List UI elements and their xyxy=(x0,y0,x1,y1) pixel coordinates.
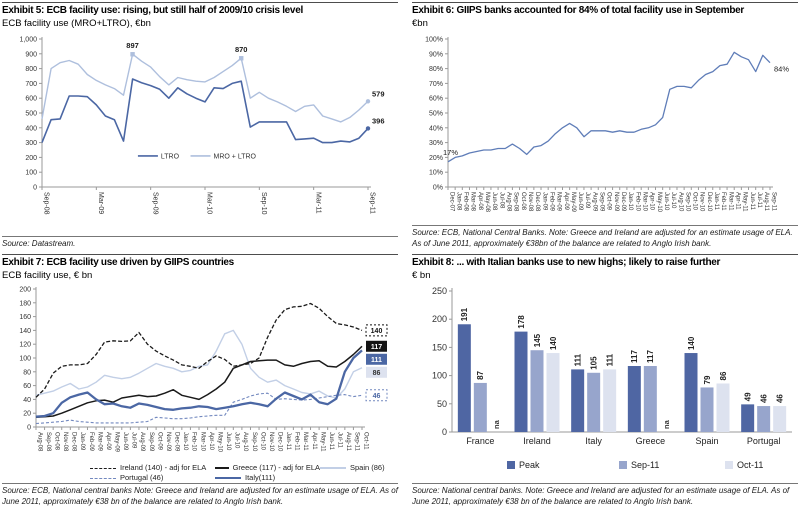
svg-text:Aug-11: Aug-11 xyxy=(763,192,770,212)
data-point-marker xyxy=(239,56,243,60)
svg-text:200: 200 xyxy=(19,286,31,294)
bar-portugal-oct-11 xyxy=(773,406,786,432)
legend-label: Italy(111) xyxy=(245,473,276,483)
svg-text:40%: 40% xyxy=(428,125,443,133)
legend-item xyxy=(507,459,619,471)
svg-text:40: 40 xyxy=(23,397,31,405)
svg-text:0%: 0% xyxy=(432,184,443,192)
data-point-marker xyxy=(130,52,134,56)
bar-ireland-oct-11 xyxy=(547,353,560,432)
svg-text:250: 250 xyxy=(431,286,447,297)
legend-label: Portugal (46) xyxy=(120,473,164,483)
exhibit8-title: Exhibit 8: ... with Italian banks use to new highs; likely to raise further xyxy=(412,257,721,268)
annotation-17%: 17% xyxy=(443,148,459,158)
svg-text:20: 20 xyxy=(23,411,31,419)
svg-text:Jun-09: Jun-09 xyxy=(577,192,584,211)
svg-text:Dec-10: Dec-10 xyxy=(705,192,712,212)
bar-value-label: 145 xyxy=(532,334,542,348)
svg-text:Sep-11: Sep-11 xyxy=(353,432,360,452)
svg-text:10%: 10% xyxy=(428,170,443,178)
bar-greece-sep-11 xyxy=(644,366,657,432)
exhibit7-source: Source: ECB, National central banks Note: Greece and Ireland are adjusted for an estimate usage of ELA. As of June 2011, approximately €38 bn of the balance are related to Anglo Irish bank. xyxy=(2,483,398,507)
svg-text:Dec-07: Dec-07 xyxy=(448,192,455,212)
svg-text:Jan-08: Jan-08 xyxy=(455,192,462,211)
bar-ireland-sep-11 xyxy=(531,351,544,433)
legend-item xyxy=(215,473,320,483)
svg-text:Sep-09: Sep-09 xyxy=(151,192,159,215)
svg-text:MRO + LTRO: MRO + LTRO xyxy=(213,153,256,161)
svg-text:Apr-08: Apr-08 xyxy=(476,192,483,211)
svg-text:Mar-08: Mar-08 xyxy=(469,192,476,212)
svg-text:Sep-09: Sep-09 xyxy=(598,192,605,212)
svg-text:Jun-11: Jun-11 xyxy=(327,432,334,451)
svg-text:Apr-09: Apr-09 xyxy=(562,192,569,211)
bar-italy-sep-11 xyxy=(587,373,600,432)
svg-text:80%: 80% xyxy=(428,66,443,74)
svg-text:Feb-08: Feb-08 xyxy=(462,192,469,212)
legend-item xyxy=(725,459,798,471)
svg-text:May-09: May-09 xyxy=(569,192,576,213)
svg-text:150: 150 xyxy=(431,342,447,353)
svg-text:120: 120 xyxy=(19,342,31,350)
svg-text:100: 100 xyxy=(19,355,31,363)
svg-text:Sep-08: Sep-08 xyxy=(44,432,51,452)
svg-text:Nov-08: Nov-08 xyxy=(526,192,533,212)
svg-text:100: 100 xyxy=(25,170,37,178)
bar-value-label: 140 xyxy=(686,337,696,351)
svg-text:200: 200 xyxy=(431,314,447,325)
svg-text:Oct-08: Oct-08 xyxy=(519,192,526,211)
na-label: na xyxy=(492,420,502,430)
legend-line-swatch xyxy=(215,467,229,469)
exhibit8-panel xyxy=(412,254,798,507)
svg-text:Dec-08: Dec-08 xyxy=(534,192,541,212)
svg-text:Aug-09: Aug-09 xyxy=(591,192,598,212)
svg-text:Jun-10: Jun-10 xyxy=(225,432,232,451)
exhibit8-legend xyxy=(412,458,798,471)
svg-text:140: 140 xyxy=(19,328,31,336)
svg-text:0: 0 xyxy=(33,184,37,192)
svg-text:May-10: May-10 xyxy=(216,432,223,453)
svg-text:Apr-11: Apr-11 xyxy=(734,192,741,210)
svg-text:70%: 70% xyxy=(428,81,443,89)
svg-text:Sep-08: Sep-08 xyxy=(42,192,50,215)
exhibit7-subtitle: ECB facility use, € bn xyxy=(2,270,93,281)
svg-text:100: 100 xyxy=(431,370,447,381)
bar-value-label: 178 xyxy=(516,315,526,329)
svg-text:Mar-11: Mar-11 xyxy=(314,192,322,215)
svg-text:Jul-08: Jul-08 xyxy=(498,192,505,209)
svg-text:0: 0 xyxy=(27,424,31,432)
svg-text:Jun-09: Jun-09 xyxy=(122,432,129,451)
legend-color-swatch xyxy=(507,461,515,469)
svg-text:Dec-08: Dec-08 xyxy=(70,432,77,452)
svg-text:May-10: May-10 xyxy=(655,192,662,213)
bar-value-label: 111 xyxy=(605,354,615,367)
exhibit5-line-chart xyxy=(2,31,398,221)
svg-text:Mar-09: Mar-09 xyxy=(96,432,103,452)
bar-france-sep-11 xyxy=(474,383,487,432)
svg-text:Apr-11: Apr-11 xyxy=(310,432,317,450)
legend-color-swatch xyxy=(725,461,733,469)
svg-text:Feb-11: Feb-11 xyxy=(720,192,727,211)
bar-value-label: 117 xyxy=(646,350,656,364)
bar-spain-sep-11 xyxy=(701,388,714,433)
bar-value-label: 79 xyxy=(702,375,712,385)
annotation-579: 579 xyxy=(372,89,385,99)
svg-text:300: 300 xyxy=(25,140,37,148)
bar-value-label: 46 xyxy=(759,394,769,404)
category-label: Greece xyxy=(635,436,666,447)
svg-text:Mar-10: Mar-10 xyxy=(199,432,206,452)
svg-text:Jan-09: Jan-09 xyxy=(79,432,86,451)
svg-text:200: 200 xyxy=(25,155,37,163)
legend-row xyxy=(2,473,398,483)
svg-text:800: 800 xyxy=(25,66,37,74)
bar-portugal-sep-11 xyxy=(757,406,770,432)
svg-text:Nov-09: Nov-09 xyxy=(612,192,619,212)
series-line-giips-share xyxy=(448,53,770,163)
svg-text:400: 400 xyxy=(25,125,37,133)
exhibit7-panel xyxy=(2,254,398,507)
svg-text:Apr-09: Apr-09 xyxy=(104,432,111,451)
bar-value-label: 49 xyxy=(743,392,753,402)
svg-text:900: 900 xyxy=(25,51,37,59)
category-label: Ireland xyxy=(523,436,551,447)
svg-text:Jul-11: Jul-11 xyxy=(336,432,343,449)
svg-text:Jul-10: Jul-10 xyxy=(233,432,240,449)
svg-text:May-08: May-08 xyxy=(484,192,491,213)
svg-text:80: 80 xyxy=(23,369,31,377)
exhibit8-source: Source: National central banks. Note: Greece and Ireland are adjusted for an estimate usage of ELA. As of June 2011, approximately €38 bn of the balance are related to Anglo Irish bank. xyxy=(412,483,798,507)
exhibit6-title: Exhibit 6: GIIPS banks accounted for 84% of total facility use in September xyxy=(412,5,745,16)
axes xyxy=(425,37,776,213)
svg-text:May-09: May-09 xyxy=(113,432,120,453)
svg-text:1,000: 1,000 xyxy=(19,36,37,44)
legend-item xyxy=(320,463,398,473)
exhibit5-title: Exhibit 5: ECB facility use: rising, but still half of 2009/10 crisis level xyxy=(2,5,303,16)
svg-text:Apr-10: Apr-10 xyxy=(648,192,655,211)
exhibit7-line-chart xyxy=(2,283,398,463)
annotation-897: 897 xyxy=(126,41,139,51)
svg-text:90%: 90% xyxy=(428,51,443,59)
annotation-396: 396 xyxy=(372,116,385,126)
svg-text:60: 60 xyxy=(23,383,31,391)
legend-item xyxy=(90,463,215,473)
bar-spain-oct-11 xyxy=(717,384,730,433)
svg-text:Feb-09: Feb-09 xyxy=(548,192,555,212)
svg-text:Sep-11: Sep-11 xyxy=(770,192,777,212)
bar-ireland-peak xyxy=(515,332,528,432)
exhibit8-bar-chart xyxy=(412,283,798,458)
axes xyxy=(19,37,375,215)
bar-italy-oct-11 xyxy=(603,370,616,433)
svg-text:Dec-09: Dec-09 xyxy=(620,192,627,212)
svg-text:Jul-11: Jul-11 xyxy=(755,192,762,209)
end-value-label: 46 xyxy=(372,393,381,401)
svg-text:Mar-10: Mar-10 xyxy=(205,192,213,215)
svg-text:600: 600 xyxy=(25,96,37,104)
svg-text:Oct-09: Oct-09 xyxy=(605,192,612,211)
svg-text:Jan-10: Jan-10 xyxy=(627,192,634,211)
svg-text:Mar-09: Mar-09 xyxy=(555,192,562,212)
svg-text:Jan-10: Jan-10 xyxy=(182,432,189,451)
annotation-84%: 84% xyxy=(774,65,790,75)
svg-text:50: 50 xyxy=(436,399,447,410)
svg-text:Sep-10: Sep-10 xyxy=(250,432,257,452)
series-line-spain-86- xyxy=(36,331,362,399)
bar-value-label: 140 xyxy=(548,337,558,351)
svg-text:30%: 30% xyxy=(428,140,443,148)
svg-text:Sep-10: Sep-10 xyxy=(259,192,267,215)
svg-text:Mar-09: Mar-09 xyxy=(96,192,104,215)
svg-text:Mar-11: Mar-11 xyxy=(302,432,309,451)
end-value-label: 117 xyxy=(370,344,383,352)
legend-label: Ireland (140) - adj for ELA xyxy=(120,463,207,473)
svg-text:Jan-09: Jan-09 xyxy=(541,192,548,211)
svg-text:Jun-11: Jun-11 xyxy=(748,192,755,211)
svg-text:Jun-08: Jun-08 xyxy=(491,192,498,211)
svg-text:Aug-11: Aug-11 xyxy=(345,432,352,452)
bar-spain-peak xyxy=(685,353,698,432)
exhibit6-panel xyxy=(412,2,798,249)
category-label: Spain xyxy=(695,436,719,447)
svg-text:700: 700 xyxy=(25,81,37,89)
svg-text:100%: 100% xyxy=(425,36,443,44)
bar-france-peak xyxy=(458,325,471,433)
legend-item xyxy=(90,473,215,483)
series-line-italy-111- xyxy=(36,351,362,417)
bar-portugal-peak xyxy=(741,405,754,433)
svg-text:Dec-09: Dec-09 xyxy=(173,432,180,452)
legend-row xyxy=(412,459,798,471)
svg-text:Jul-09: Jul-09 xyxy=(130,432,137,449)
svg-text:Oct-09: Oct-09 xyxy=(156,432,163,451)
svg-text:0: 0 xyxy=(441,427,447,438)
svg-text:Jul-09: Jul-09 xyxy=(584,192,591,209)
bar-value-label: 46 xyxy=(775,394,785,404)
svg-text:Mar-11: Mar-11 xyxy=(727,192,734,211)
svg-text:20%: 20% xyxy=(428,155,443,163)
svg-text:Mar-10: Mar-10 xyxy=(641,192,648,212)
svg-text:Feb-11: Feb-11 xyxy=(293,432,300,451)
svg-text:Nov-10: Nov-10 xyxy=(267,432,274,452)
svg-text:Nov-10: Nov-10 xyxy=(698,192,705,212)
svg-text:Nov-09: Nov-09 xyxy=(164,432,171,452)
svg-text:Oct-08: Oct-08 xyxy=(53,432,60,451)
legend-label: Sep-11 xyxy=(631,460,660,471)
legend-line-swatch xyxy=(215,477,241,479)
end-value-label: 86 xyxy=(372,370,381,378)
svg-text:60%: 60% xyxy=(428,96,443,104)
legend-line-swatch xyxy=(90,468,116,469)
legend-label: Spain (86) xyxy=(350,463,385,473)
svg-text:Oct-10: Oct-10 xyxy=(259,432,266,451)
svg-text:Sep-09: Sep-09 xyxy=(147,432,154,452)
svg-text:Feb-10: Feb-10 xyxy=(190,432,197,452)
bar-italy-peak xyxy=(571,370,584,433)
category-label: Italy xyxy=(585,436,602,447)
svg-text:Jan-11: Jan-11 xyxy=(713,192,720,211)
exhibit5-panel xyxy=(2,2,398,249)
annotation-870: 870 xyxy=(234,45,248,55)
svg-text:Aug-08: Aug-08 xyxy=(36,432,43,452)
bar-value-label: 86 xyxy=(718,371,728,381)
exhibit5-source: Source: Datastream. xyxy=(2,236,398,249)
svg-text:160: 160 xyxy=(19,314,31,322)
exhibit6-subtitle: €bn xyxy=(412,18,428,29)
series-line-mro-ltro xyxy=(42,55,368,123)
data-point-marker xyxy=(366,127,370,131)
exhibit7-title: Exhibit 7: ECB facility use driven by GIIPS countries xyxy=(2,257,234,268)
legend-label: Oct-11 xyxy=(737,460,764,471)
category-label: France xyxy=(466,436,495,447)
svg-text:50%: 50% xyxy=(428,110,443,118)
category-label: Portugal xyxy=(746,436,781,447)
legend-row xyxy=(2,463,398,473)
legend-line-swatch xyxy=(90,478,116,479)
svg-text:Jan-11: Jan-11 xyxy=(285,432,292,451)
bar-value-label: 87 xyxy=(476,371,486,381)
svg-text:May-11: May-11 xyxy=(319,432,326,452)
svg-text:Feb-10: Feb-10 xyxy=(634,192,641,212)
svg-text:Aug-10: Aug-10 xyxy=(677,192,684,212)
svg-text:Feb-09: Feb-09 xyxy=(87,432,94,452)
end-value-label: 111 xyxy=(371,357,382,365)
svg-text:Oct-11: Oct-11 xyxy=(362,432,369,450)
svg-text:Sep-11: Sep-11 xyxy=(368,192,376,215)
svg-text:May-11: May-11 xyxy=(741,192,748,212)
exhibit6-source: Source: ECB, National Central Banks. Note: Greece and Ireland are adjusted for an estimate usage of ELA. As of June 2011, approximately €38bn of the balance are related to Anglo Irish bank. xyxy=(412,225,798,249)
svg-text:500: 500 xyxy=(25,110,37,118)
svg-text:Nov-08: Nov-08 xyxy=(62,432,69,452)
svg-text:Jul-10: Jul-10 xyxy=(670,192,677,209)
legend-line-swatch xyxy=(320,467,346,469)
svg-text:LTRO: LTRO xyxy=(160,153,180,161)
bar-value-label: 111 xyxy=(573,354,583,367)
data-point-marker xyxy=(366,99,370,103)
legend-label: Peak xyxy=(519,460,540,471)
bar-value-label: 191 xyxy=(460,308,470,322)
svg-text:Oct-10: Oct-10 xyxy=(691,192,698,211)
svg-text:Aug-09: Aug-09 xyxy=(139,432,146,452)
svg-text:180: 180 xyxy=(19,300,31,308)
chart-legend xyxy=(138,154,257,161)
svg-text:Aug-08: Aug-08 xyxy=(505,192,512,212)
svg-text:Jun-10: Jun-10 xyxy=(662,192,669,211)
series-line-ireland-140-adj-for-ela xyxy=(36,304,362,398)
exhibit7-legend xyxy=(2,463,398,483)
bar-value-label: 117 xyxy=(630,350,640,364)
legend-label: Greece (117) - adj for ELA xyxy=(232,463,320,473)
legend-color-swatch xyxy=(619,461,627,469)
svg-text:Aug-10: Aug-10 xyxy=(242,432,249,452)
svg-text:Dec-10: Dec-10 xyxy=(276,432,283,452)
exhibit6-line-chart xyxy=(412,31,798,221)
svg-text:Sep-10: Sep-10 xyxy=(684,192,691,212)
exhibit8-subtitle: € bn xyxy=(412,270,431,281)
bar-greece-peak xyxy=(628,366,641,432)
end-value-label: 140 xyxy=(370,328,383,336)
exhibit5-subtitle: ECB facility use (MRO+LTRO), €bn xyxy=(2,18,151,29)
axes xyxy=(19,287,368,453)
legend-item xyxy=(215,463,320,473)
svg-text:Sep-08: Sep-08 xyxy=(512,192,519,212)
bar-value-label: 105 xyxy=(589,356,599,371)
svg-text:Apr-10: Apr-10 xyxy=(207,432,214,451)
legend-item xyxy=(619,459,725,471)
na-label: na xyxy=(662,420,672,430)
